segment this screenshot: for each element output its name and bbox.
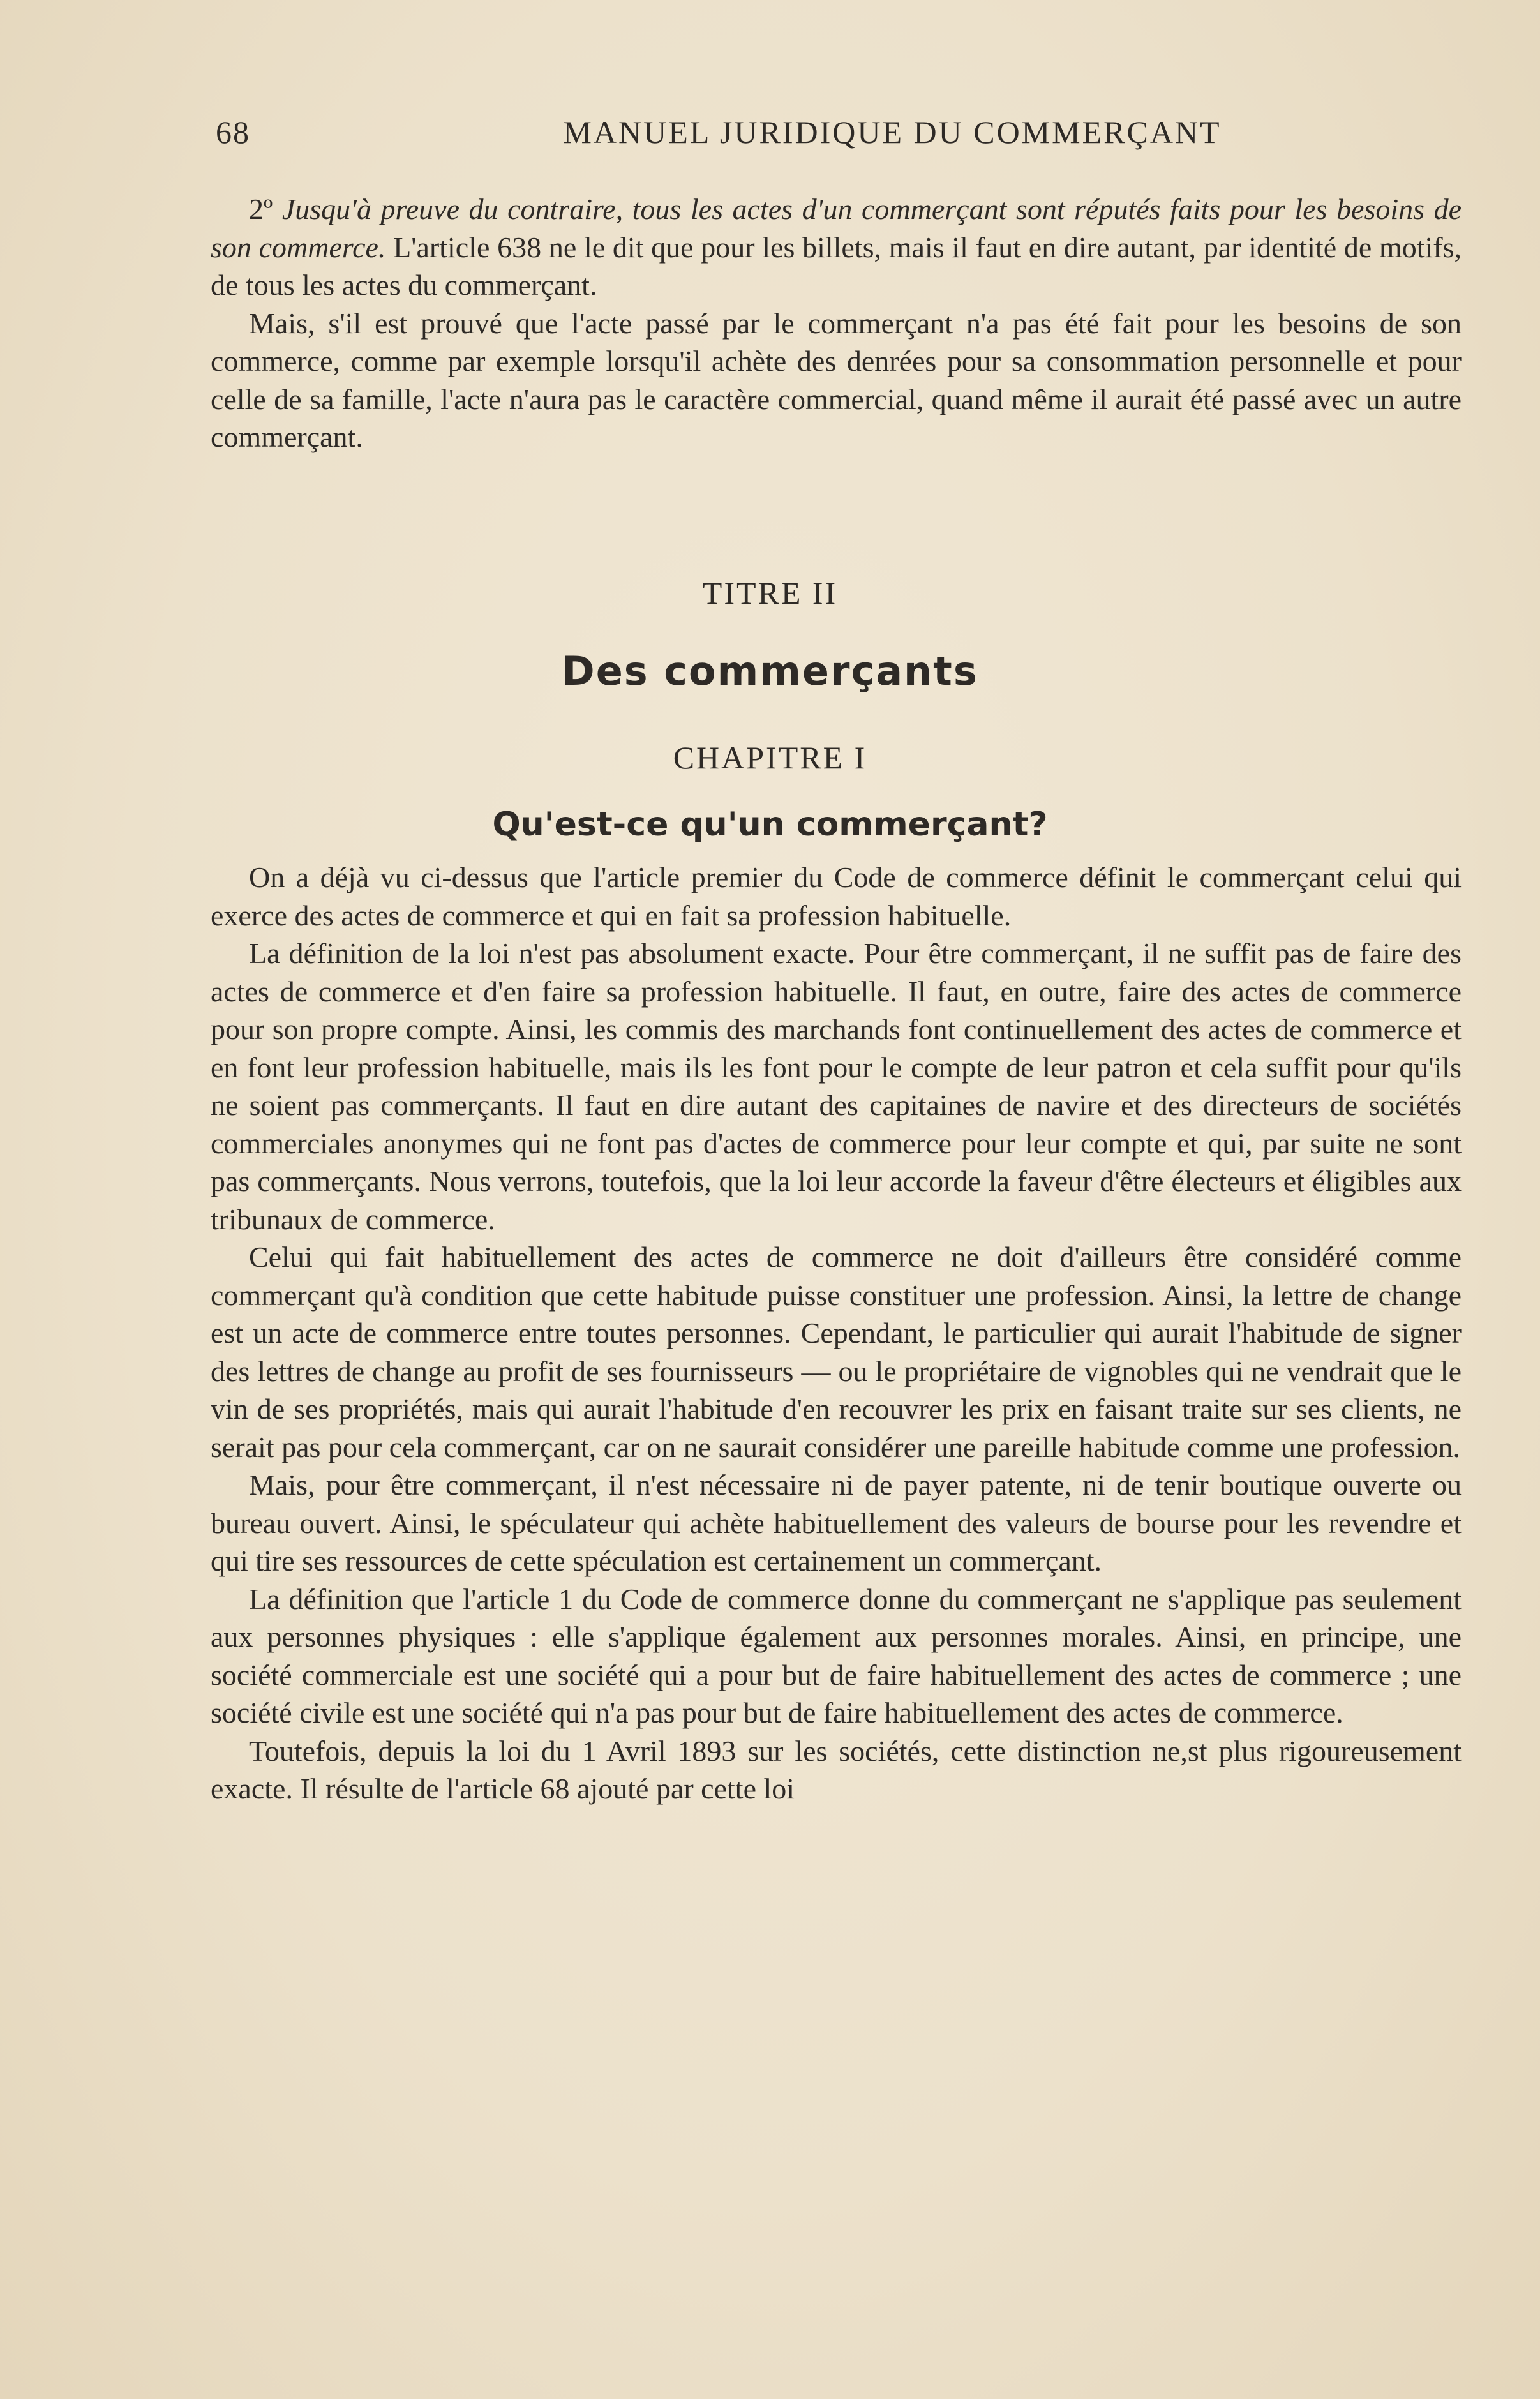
chapter-title: Qu'est-ce qu'un commerçant? (492, 805, 1048, 844)
main-title: Des commerçants (562, 648, 978, 694)
body-paragraph: Mais, pour être commerçant, il n'est nécessaire ni de payer patente, ni de tenir boutique ouverte ou bureau ouvert. Ainsi, le spéculateur qui achète habituellement des valeurs de bourse pour les revendre et qui tire ses ressources de cette spéculation est certainement un commerçant. (211, 1469, 1462, 1577)
intro-paragraph-1-rest: L'article 638 ne le dit que pour les billets, mais il faut en dire autant, par identité de motifs, de tous les actes du commerçant. (211, 230, 1462, 301)
intro-paragraph-1 (211, 190, 1462, 304)
body-paragraph: Toutefois, depuis la loi du 1 Avril 1893 sur les sociétés, cette distinction ne,st plus rigoureusement exacte. Il résulte de l'article 68 ajouté par cette loi (211, 1734, 1462, 1805)
body-paragraph: On a déjà vu ci-dessus que l'article premier du Code de commerce définit le commerçant celui qui exerce des actes de commerce et qui en fait sa profession habituelle. (211, 861, 1462, 932)
page-number: 68 (216, 114, 250, 150)
chapter-label: CHAPITRE I (673, 740, 867, 775)
running-head: MANUEL JURIDIQUE DU COMMERÇANT (563, 114, 1222, 150)
intro-paragraph-label: 2º (249, 193, 282, 225)
intro-paragraph-2: Mais, s'il est prouvé que l'acte passé par le commerçant n'a pas été fait pour les besoins de son commerce, comme par exemple lorsqu'il achète des denrées pour sa consommation personnelle et pour celle de sa famille, l'acte n'aura pas le caractère commercial, quand même il aurait été passé avec un autre commerçant. (211, 306, 1462, 453)
intro-italic-statement: Jusqu'à preuve du contraire, tous les actes d'un commerçant sont réputés faits pour les besoins de son commerce. (211, 193, 1462, 264)
body-paragraph: La définition que l'article 1 du Code de commerce donne du commerçant ne s'applique pas seulement aux personnes physiques : elle s'applique également aux personnes morales. Ainsi, en principe, une société commerciale est une société qui a pour but de faire habituellement des actes de commerce ; une société civile est une société qui n'a pas pour but de faire habituellement des actes de commerce. (211, 1582, 1462, 1729)
page-header (216, 114, 1454, 158)
body-paragraph: La définition de la loi n'est pas absolument exacte. Pour être commerçant, il ne suffit pas de faire des actes de commerce et d'en faire sa profession habituelle. Il faut, en outre, faire des actes de commerce pour son propre compte. Ainsi, les commis des marchands font continuellement des actes de commerce et en font leur profession habituelle, mais ils les font pour le compte de leur patron et cela suffit pour qu'ils ne soient pas commerçants. Il faut en dire autant des capitaines de navire et des directeurs de sociétés commerciales anonymes qui ne font pas d'actes de commerce pour leur compte et qui, par suite ne sont pas commerçants. Nous verrons, toutefois, que la loi leur accorde la faveur d'être électeurs et éligibles aux tribunaux de commerce. (211, 937, 1462, 1236)
body-paragraph: Celui qui fait habituellement des actes de commerce ne doit d'ailleurs être considéré comme commerçant qu'à condition que cette habitude puisse constituer une profession. Ainsi, la lettre de change est un acte de commerce entre toutes personnes. Cependant, le particulier qui aurait l'habitude de signer des lettres de change au profit de ses fournisseurs — ou le propriétaire de vignobles qui ne vendrait que le vin de ses propriétés, mais qui aurait l'habitude d'en recouvrer les prix en faisant traite sur ses clients, ne serait pas pour cela commerçant, car on ne saurait considérer une pareille habitude comme une profession. (211, 1241, 1462, 1463)
title-label: TITRE II (702, 575, 838, 611)
body-section (211, 858, 1462, 1808)
intro-section (211, 190, 1462, 456)
